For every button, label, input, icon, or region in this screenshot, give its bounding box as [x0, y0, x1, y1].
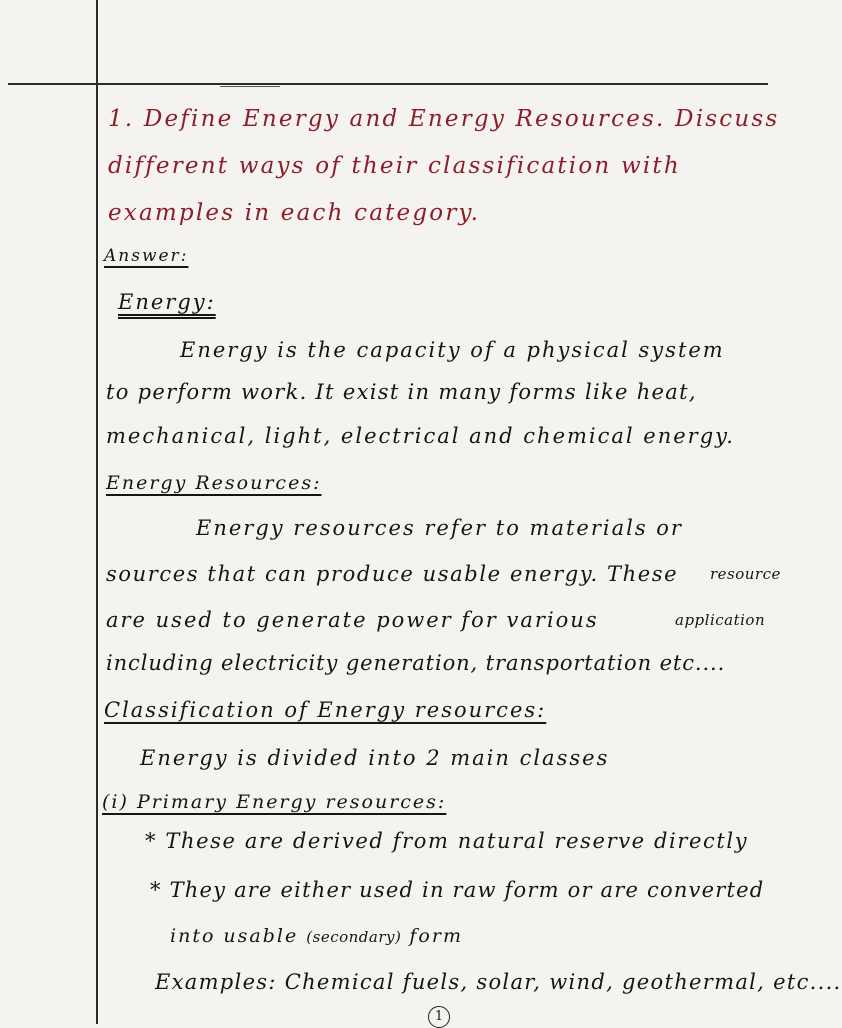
primary-point-1: * These are derived from natural reserve directly	[145, 829, 749, 853]
primary-point-2-line-1: * They are either used in raw form or are converted	[150, 878, 765, 902]
energy-line-3: mechanical, light, electrical and chemical energy.	[106, 424, 735, 448]
energy-resources-line-4: including electricity generation, transportation etc....	[106, 651, 726, 675]
answer-label: Answer:	[104, 246, 189, 266]
primary-point-2-line-2-c: form	[409, 925, 463, 947]
energy-line-2: to perform work. It exist in many forms like heat,	[106, 380, 697, 404]
energy-resources-line-2-tail: resource	[710, 565, 781, 583]
classification-heading: Classification of Energy resources:	[104, 698, 547, 722]
question-line-2: different ways of their classification with	[108, 153, 681, 179]
primary-examples: Examples: Chemical fuels, solar, wind, geothermal, etc....	[155, 970, 842, 994]
margin-line	[96, 0, 98, 1024]
question-line-1: 1. Define Energy and Energy Resources. Discuss	[108, 106, 780, 132]
energy-resources-line-3: are used to generate power for various	[106, 608, 599, 632]
header-rule-mark	[220, 86, 280, 87]
primary-point-2-line-2-a: into usable	[170, 925, 299, 947]
question-line-3: examples in each category.	[108, 200, 481, 226]
energy-line-1: Energy is the capacity of a physical system	[180, 338, 725, 362]
primary-point-2-line-2-b: (secondary)	[306, 928, 402, 946]
energy-resources-line-3-tail: application	[675, 611, 766, 629]
energy-resources-heading: Energy Resources:	[106, 472, 322, 494]
header-rule	[8, 83, 768, 85]
energy-resources-line-2: sources that can produce usable energy. These	[106, 562, 679, 586]
classification-intro: Energy is divided into 2 main classes	[140, 746, 610, 770]
primary-heading: (i) Primary Energy resources:	[102, 791, 447, 813]
page-number: 1	[428, 1006, 450, 1028]
energy-resources-line-1: Energy resources refer to materials or	[196, 516, 683, 540]
energy-heading: Energy:	[118, 290, 216, 314]
